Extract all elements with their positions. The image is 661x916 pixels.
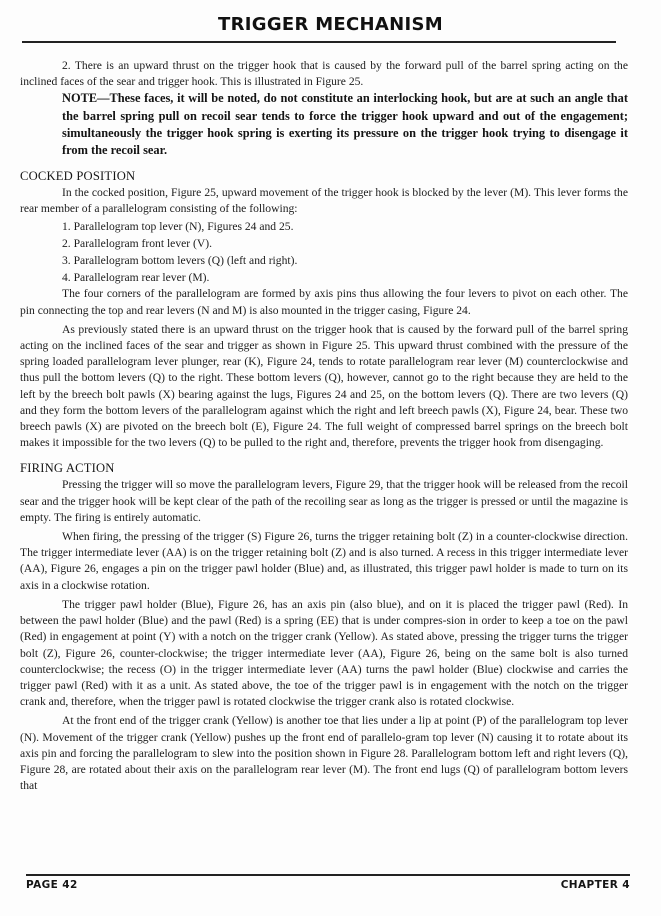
note-paragraph: NOTE—These faces, it will be noted, do not constitute an interlocking hook, but are at such an angle that the barrel spring pull on recoil sear tends to force the trigger hook upward and out of the engagement; simultaneously the trigger hook spring is exerting its pressure on the trigger hook trying to disengage it from the recoil sear. xyxy=(62,91,628,158)
body-text xyxy=(20,58,628,794)
footer-rule xyxy=(26,874,630,876)
header-rule xyxy=(22,41,616,43)
cocked-paragraph-2: The four corners of the parallelogram are formed by axis pins thus allowing the four levers to pivot on each other. The pin connecting the top and rear levers (N and M) is also mounted in the trigger casing, Figure 24. xyxy=(20,287,628,317)
intro-paragraph: 2. There is an upward thrust on the trigger hook that is caused by the forward pull of the barrel spring acting on the inclined faces of the sear and trigger hook. This is illustrated in Figure 25. xyxy=(20,59,628,89)
section-heading-cocked-position: COCKED POSITION xyxy=(20,169,136,184)
firing-paragraph-2: When firing, the pressing of the trigger (S) Figure 26, turns the trigger retaining bolt (Z) in a counter-clockwise direction. The trigger intermediate lever (AA) is on the trigger retaining bolt (Z) and is also turned. A recess in this trigger intermediate lever (AA), Figure 26, engages a pin on the trigger pawl holder (Blue) and, as illustrated, this trigger pawl holder is made to turn on its axis in a clockwise rotation. xyxy=(20,530,628,592)
cocked-paragraph-1: In the cocked position, Figure 25, upward movement of the trigger hook is blocked by the lever (M). This lever forms the rear member of a parallelogram consisting of the following: xyxy=(20,186,628,216)
cocked-paragraph-3: As previously stated there is an upward thrust on the trigger hook that is caused by the forward pull of the barrel spring acting on the inclined faces of the sear and trigger as shown in Figure 25. This upward thrust combined with the pressure of the spring loaded parallelogram lever plunger, rear (K), Figure 24, tends to rotate parallelogram rear lever (M) counterclockwise and thus pull the bottom levers (Q) to the right. These bottom levers (Q), however, cannot go to the right because they are held to the left by the breech bolt pawls (X) bearing against the lugs, Figures 24 and 25, on the bottom levers (Q). There are two levers (Q) and they form the bottom levers of the parallelogram against which the right and left breech pawls (X), Figure 24, bear. These two breech pawls (X) are pivoted on the breech bolt (E), Figure 24. The full weight of compressed barrel springs on the breech bolt makes it impossible for the two levers (Q) to be pulled to the right and, therefore, prevents the trigger hook from disengaging. xyxy=(20,322,628,450)
page-number: PAGE 42 xyxy=(26,879,78,891)
parallelogram-parts-list xyxy=(20,218,628,287)
list-item: 4. Parallelogram rear lever (M). xyxy=(62,271,210,285)
firing-paragraph-4: At the front end of the trigger crank (Yellow) is another toe that lies under a lip at point (P) of the parallelogram top lever (N). Movement of the trigger crank (Yellow) pushes up the front end of parallelo-gram top lever (N) causing it to rotate about its axis pin and forcing the parallelogram to slew into the position shown in Figure 28. Parallelogram bottom left and right levers (Q), Figure 28, are rotated about their axis on the parallelogram rear lever (M). The front end lugs (Q) of parallelogram bottom levers that xyxy=(20,714,628,793)
running-title: TRIGGER MECHANISM xyxy=(218,14,443,35)
firing-paragraph-1: Pressing the trigger will so move the parallelogram levers, Figure 29, that the trigger hook will be released from the recoil sear and the trigger hook will be kept clear of the path of the recoiling sear as long as the trigger is pressed or until the magazine is empty. The firing is entirely automatic. xyxy=(20,478,628,524)
section-heading-firing-action: FIRING ACTION xyxy=(20,461,115,476)
list-item: 1. Parallelogram top lever (N), Figures 24 and 25. xyxy=(62,219,294,233)
chapter-label: CHAPTER 4 xyxy=(560,879,630,891)
list-item: 2. Parallelogram front lever (V). xyxy=(62,236,213,250)
firing-paragraph-3: The trigger pawl holder (Blue), Figure 26, has an axis pin (also blue), and on it is placed the trigger pawl (Red). In between the pawl holder (Blue) and the pawl (Red) is a spring (EE) that is under compres-sion in order to keep a toe on the pawl (Red) in engagement at point (Y) with a notch on the trigger crank (Yellow). As stated above, pressing the trigger turns the trigger bolt (Z), Figure 26, counter-clockwise; the trigger intermediate lever (AA), Figure 26, being on the same bolt is also turned counterclockwise; the recess (O) in the trigger intermediate lever (AA) turns the pawl holder (Blue) clockwise and carries the trigger pawl (Red) with it as a unit. As stated above, the toe of the trigger pawl is in engagement with the notch on the trigger crank and, therefore, when the trigger pawl is rotated clockwise the trigger crank also is rotated clockwise. xyxy=(20,597,628,709)
list-item: 3. Parallelogram bottom levers (Q) (left and right). xyxy=(62,254,298,268)
